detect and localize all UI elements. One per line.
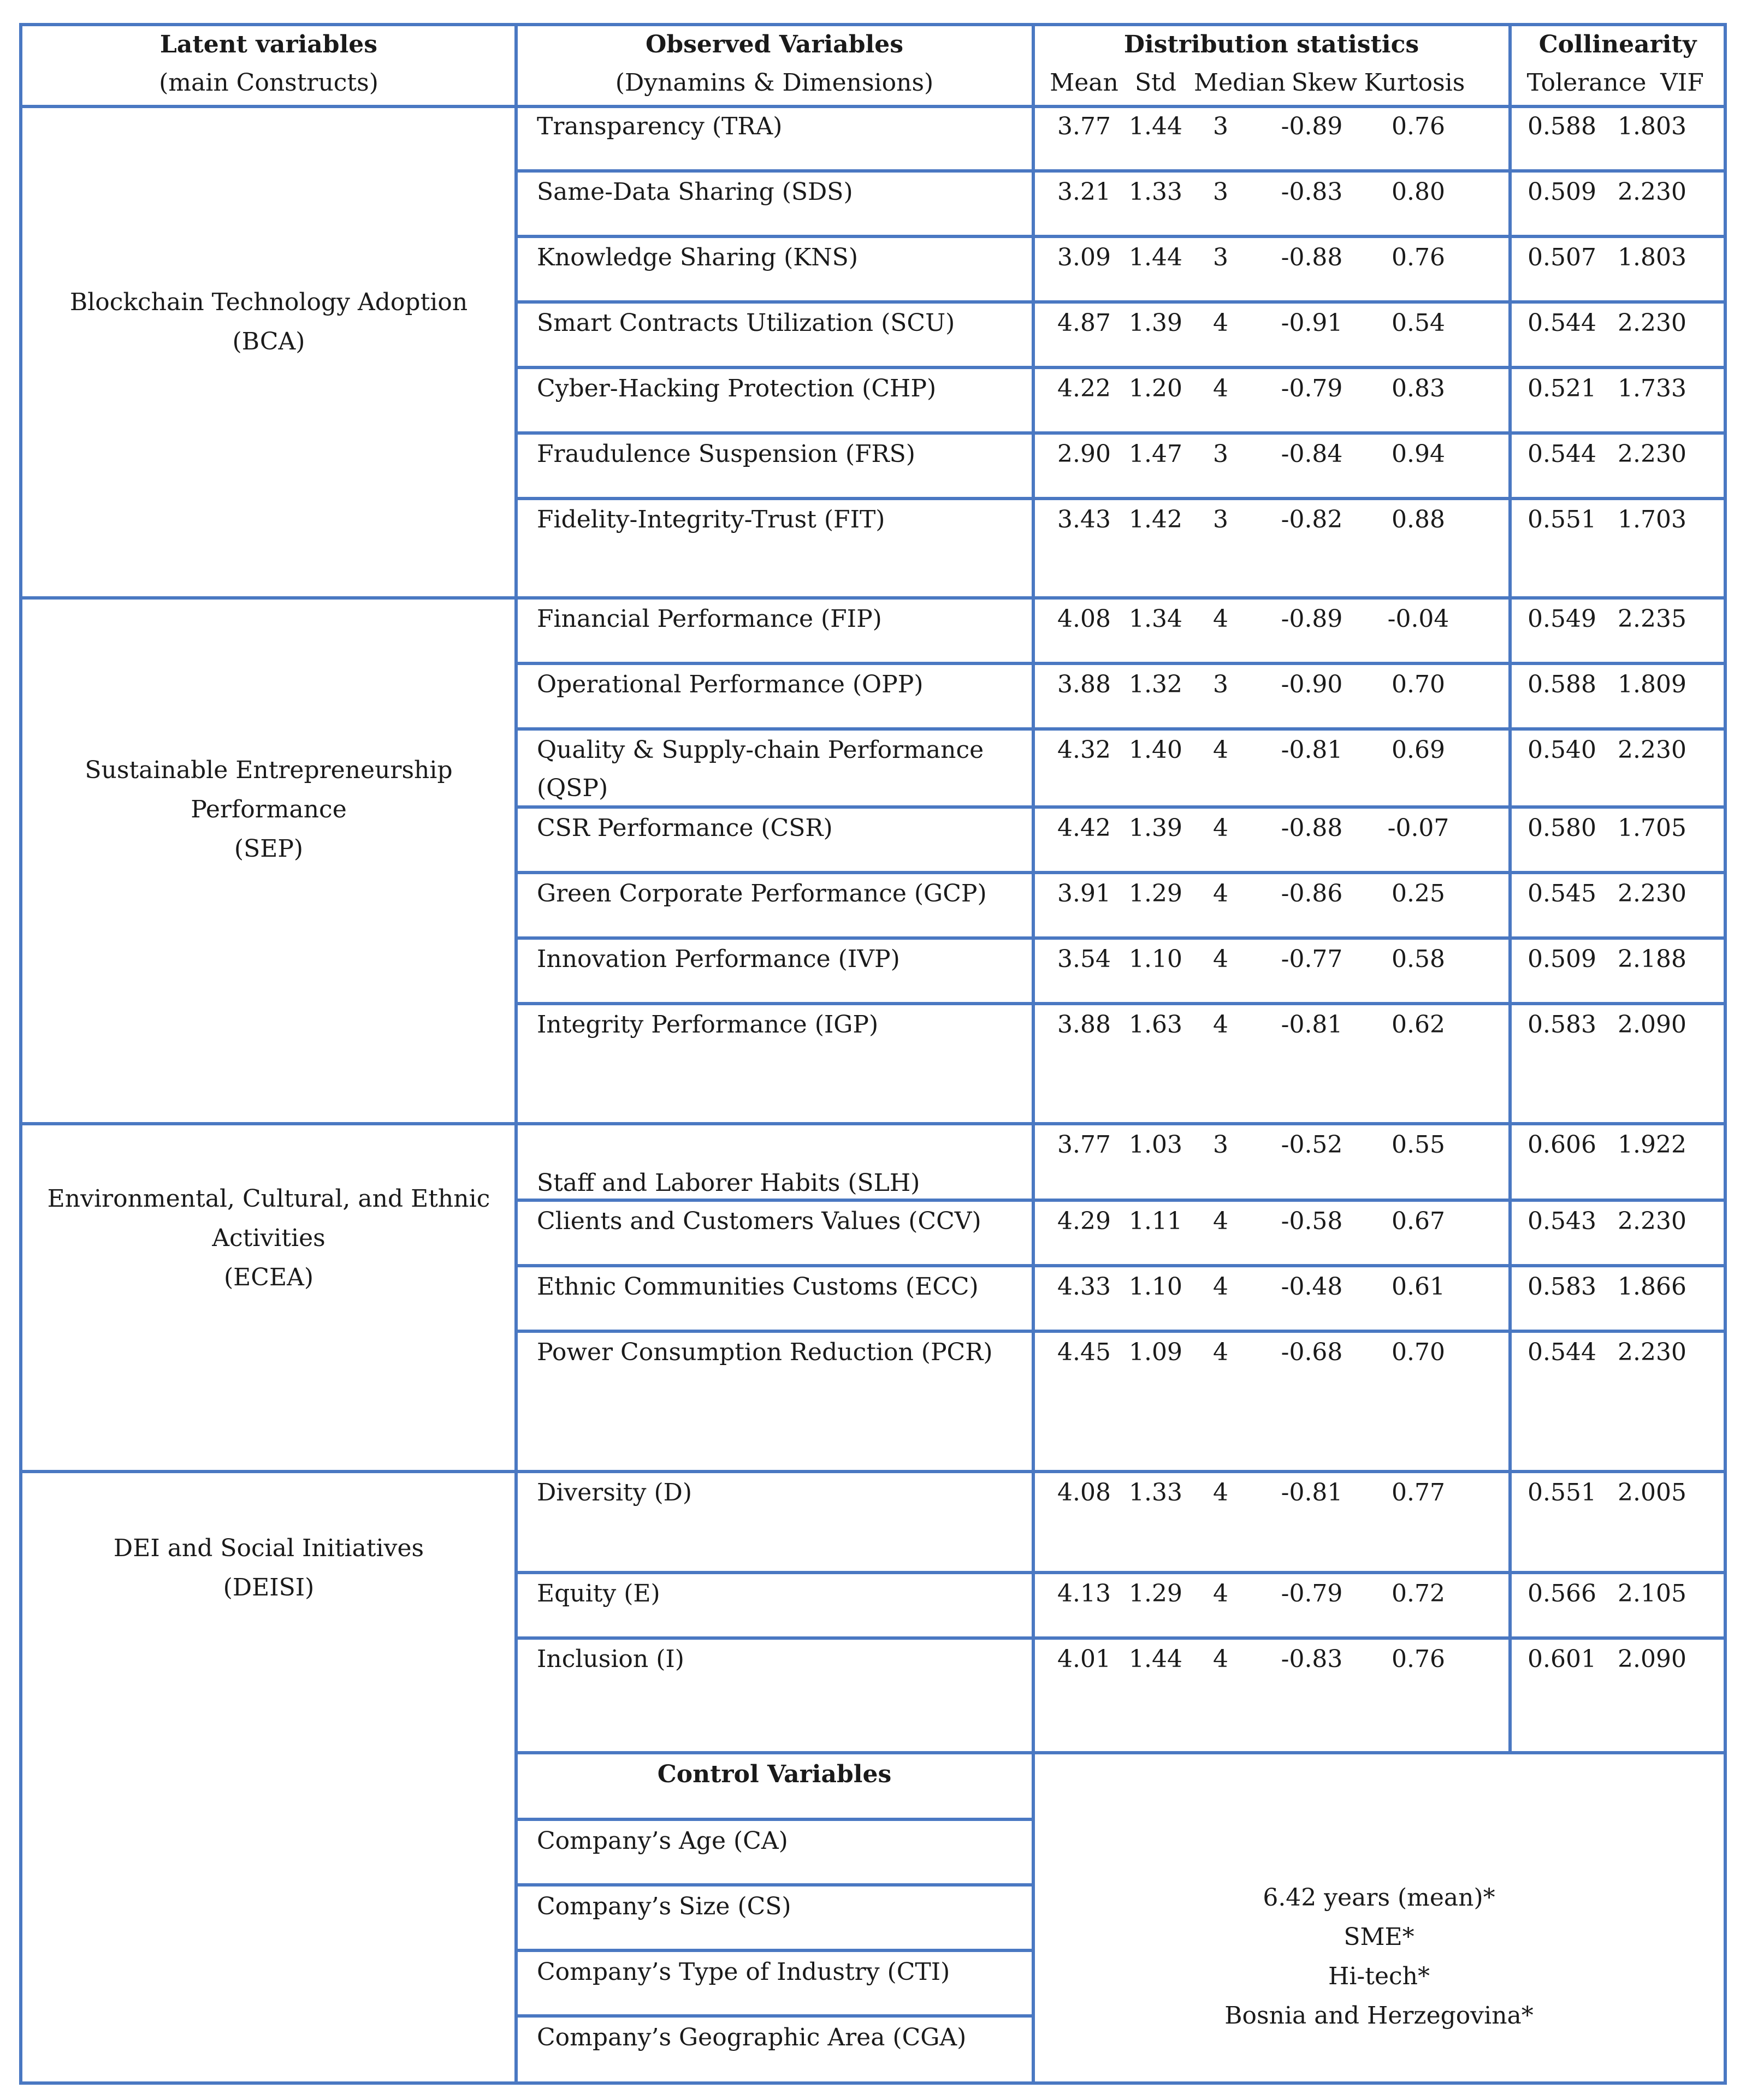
cell-median: 4 <box>1213 1479 1228 1506</box>
cell-tolerance: 0.606 <box>1528 1131 1596 1159</box>
cell-std: 1.40 <box>1129 736 1182 764</box>
cell-vif: 1.809 <box>1618 671 1686 698</box>
cell-skew: -0.89 <box>1281 605 1343 633</box>
cell-skew: -0.90 <box>1281 671 1343 698</box>
cell-kurtosis: -0.04 <box>1387 605 1449 633</box>
cell-median: 4 <box>1213 1011 1228 1039</box>
cell-kurtosis: 0.58 <box>1392 945 1445 973</box>
cell-tolerance: 0.601 <box>1528 1645 1596 1673</box>
observed-variable: Inclusion (I) <box>537 1645 684 1673</box>
cell-median: 4 <box>1213 736 1228 764</box>
cell-skew: -0.82 <box>1281 506 1343 533</box>
cell-tolerance: 0.551 <box>1528 506 1596 533</box>
observed-variable: Innovation Performance (IVP) <box>537 945 900 973</box>
cell-skew: -0.77 <box>1281 945 1343 973</box>
cell-tolerance: 0.509 <box>1528 178 1596 206</box>
cell-kurtosis: 0.69 <box>1392 736 1445 764</box>
observed-variable: Diversity (D) <box>537 1479 693 1506</box>
cell-median: 3 <box>1213 1131 1228 1159</box>
cell-tolerance: 0.549 <box>1528 605 1596 633</box>
observed-variable: Financial Performance (FIP) <box>537 605 882 633</box>
cell-mean: 2.90 <box>1057 440 1111 468</box>
cell-mean: 4.33 <box>1057 1273 1111 1301</box>
cell-median: 4 <box>1213 1645 1228 1673</box>
header-observed-subtitle: (Dynamins & Dimensions) <box>615 69 934 97</box>
cell-skew: -0.68 <box>1281 1338 1343 1366</box>
cell-vif: 1.705 <box>1618 814 1686 842</box>
latent-label-deisi: DEI and Social Initiatives (DEISI) <box>113 1534 424 1601</box>
cell-skew: -0.81 <box>1281 1011 1343 1039</box>
cell-skew: -0.86 <box>1281 880 1343 907</box>
cell-tolerance: 0.588 <box>1528 112 1596 140</box>
cell-std: 1.33 <box>1129 1479 1182 1506</box>
cell-kurtosis: 0.77 <box>1392 1479 1445 1506</box>
cell-tolerance: 0.580 <box>1528 814 1596 842</box>
cell-tolerance: 0.544 <box>1528 1338 1596 1366</box>
cell-vif: 2.090 <box>1618 1011 1686 1039</box>
cell-skew: -0.58 <box>1281 1207 1343 1235</box>
cell-mean: 4.13 <box>1057 1580 1111 1607</box>
cell-mean: 4.45 <box>1057 1338 1111 1366</box>
cell-std: 1.44 <box>1129 112 1182 140</box>
cell-median: 3 <box>1213 178 1228 206</box>
cell-std: 1.10 <box>1129 945 1182 973</box>
cell-skew: -0.84 <box>1281 440 1343 468</box>
cell-tolerance: 0.588 <box>1528 671 1596 698</box>
control-value-age: 6.42 years (mean)* <box>1263 1884 1495 1912</box>
observed-variable: Integrity Performance (IGP) <box>537 1011 879 1039</box>
cell-median: 3 <box>1213 244 1228 271</box>
cell-tolerance: 0.543 <box>1528 1207 1596 1235</box>
cell-tolerance: 0.551 <box>1528 1479 1596 1506</box>
cell-vif: 1.866 <box>1618 1273 1686 1301</box>
cell-kurtosis: 0.55 <box>1392 1131 1445 1159</box>
header-latent-subtitle: (main Constructs) <box>159 69 378 97</box>
observed-variable: Fraudulence Suspension (FRS) <box>537 440 915 468</box>
cell-skew: -0.88 <box>1281 244 1343 271</box>
cell-median: 4 <box>1213 309 1228 337</box>
cell-kurtosis: 0.67 <box>1392 1207 1445 1235</box>
observed-variable: Power Consumption Reduction (PCR) <box>537 1338 993 1366</box>
cell-skew: -0.83 <box>1281 1645 1343 1673</box>
cell-vif: 2.230 <box>1618 440 1686 468</box>
cell-skew: -0.81 <box>1281 736 1343 764</box>
cell-vif: 2.230 <box>1618 880 1686 907</box>
cell-kurtosis: 0.80 <box>1392 178 1445 206</box>
header-col-skew: Skew <box>1291 69 1358 97</box>
cell-skew: -0.88 <box>1281 814 1343 842</box>
header-collinearity-title: Collinearity <box>1538 31 1697 58</box>
cell-vif: 2.188 <box>1618 945 1686 973</box>
cell-tolerance: 0.583 <box>1528 1011 1596 1039</box>
cell-kurtosis: 0.76 <box>1392 112 1445 140</box>
cell-mean: 4.08 <box>1057 605 1111 633</box>
observed-variable: Smart Contracts Utilization (SCU) <box>537 309 955 337</box>
cell-vif: 1.803 <box>1618 244 1686 271</box>
control-values <box>1224 1878 1534 2036</box>
cell-kurtosis: 0.88 <box>1392 506 1445 533</box>
cell-mean: 3.54 <box>1057 945 1111 973</box>
cell-mean: 3.09 <box>1057 244 1111 271</box>
cell-mean: 4.87 <box>1057 309 1111 337</box>
cell-skew: -0.89 <box>1281 112 1343 140</box>
observed-variable-continued: (QSP) <box>537 774 608 802</box>
observed-variable: Quality & Supply-chain Performance <box>537 736 984 764</box>
cell-mean: 3.21 <box>1057 178 1111 206</box>
header-col-median: Median <box>1194 69 1286 97</box>
cell-tolerance: 0.540 <box>1528 736 1596 764</box>
cell-vif: 1.733 <box>1618 375 1686 402</box>
cell-tolerance: 0.509 <box>1528 945 1596 973</box>
observed-variable: Equity (E) <box>537 1580 660 1607</box>
cell-std: 1.09 <box>1129 1338 1182 1366</box>
observed-variable: Cyber-Hacking Protection (CHP) <box>537 375 937 402</box>
cell-vif: 2.090 <box>1618 1645 1686 1673</box>
cell-std: 1.44 <box>1129 244 1182 271</box>
cell-std: 1.29 <box>1129 1580 1182 1607</box>
cell-tolerance: 0.507 <box>1528 244 1596 271</box>
latent-label-sep: Sustainable Entrepreneurship Performance (SEP) <box>85 756 453 863</box>
observed-variable: Staff and Laborer Habits (SLH) <box>537 1169 920 1197</box>
observed-variable: Fidelity-Integrity-Trust (FIT) <box>537 506 885 533</box>
header-observed-title: Observed Variables <box>646 31 903 58</box>
cell-std: 1.39 <box>1129 309 1182 337</box>
cell-skew: -0.81 <box>1281 1479 1343 1506</box>
cell-median: 4 <box>1213 1207 1228 1235</box>
cell-kurtosis: 0.70 <box>1392 671 1445 698</box>
cell-mean: 3.88 <box>1057 1011 1111 1039</box>
cell-skew: -0.52 <box>1281 1131 1343 1159</box>
cell-vif: 2.230 <box>1618 309 1686 337</box>
control-value-area: Bosnia and Herzegovina* <box>1224 2002 1534 2030</box>
control-item-size: Company’s Size (CS) <box>537 1893 791 1920</box>
observed-variable: Knowledge Sharing (KNS) <box>537 244 858 271</box>
cell-median: 4 <box>1213 375 1228 402</box>
cell-kurtosis: 0.62 <box>1392 1011 1445 1039</box>
cell-skew: -0.91 <box>1281 309 1343 337</box>
cell-kurtosis: 0.76 <box>1392 1645 1445 1673</box>
cell-vif: 2.230 <box>1618 178 1686 206</box>
cell-median: 3 <box>1213 671 1228 698</box>
cell-std: 1.20 <box>1129 375 1182 402</box>
cell-kurtosis: 0.61 <box>1392 1273 1445 1301</box>
cell-skew: -0.83 <box>1281 178 1343 206</box>
header-col-vif: VIF <box>1660 69 1704 97</box>
cell-tolerance: 0.544 <box>1528 440 1596 468</box>
cell-vif: 2.105 <box>1618 1580 1686 1607</box>
cell-median: 4 <box>1213 1338 1228 1366</box>
header-distribution-title: Distribution statistics <box>1123 31 1419 58</box>
control-value-industry: Hi-tech* <box>1328 1962 1430 1990</box>
header-col-kurtosis: Kurtosis <box>1364 69 1465 97</box>
cell-std: 1.34 <box>1129 605 1182 633</box>
cell-vif: 1.703 <box>1618 506 1686 533</box>
cell-skew: -0.48 <box>1281 1273 1343 1301</box>
cell-std: 1.47 <box>1129 440 1182 468</box>
cell-mean: 3.88 <box>1057 671 1111 698</box>
observed-variable: Transparency (TRA) <box>537 112 783 140</box>
cell-kurtosis: 0.76 <box>1392 244 1445 271</box>
cell-std: 1.29 <box>1129 880 1182 907</box>
cell-kurtosis: 0.25 <box>1392 880 1445 907</box>
cell-mean: 3.43 <box>1057 506 1111 533</box>
cell-std: 1.63 <box>1129 1011 1182 1039</box>
cell-skew: -0.79 <box>1281 375 1343 402</box>
cell-median: 4 <box>1213 880 1228 907</box>
control-value-size: SME* <box>1343 1923 1414 1951</box>
cell-mean: 3.91 <box>1057 880 1111 907</box>
cell-vif: 2.230 <box>1618 1207 1686 1235</box>
latent-label-bca: Blockchain Technology Adoption (BCA) <box>69 288 468 355</box>
cell-std: 1.39 <box>1129 814 1182 842</box>
cell-mean: 4.08 <box>1057 1479 1111 1506</box>
cell-kurtosis: 0.72 <box>1392 1580 1445 1607</box>
control-item-age: Company’s Age (CA) <box>537 1827 788 1855</box>
cell-std: 1.03 <box>1129 1131 1182 1159</box>
latent-label-ecea: Environmental, Cultural, and Ethnic Activities (ECEA) <box>47 1185 490 1291</box>
cell-mean: 4.01 <box>1057 1645 1111 1673</box>
cell-std: 1.33 <box>1129 178 1182 206</box>
observed-variable: CSR Performance (CSR) <box>537 814 833 842</box>
control-item-industry: Company’s Type of Industry (CTI) <box>537 1958 950 1986</box>
cell-median: 4 <box>1213 1273 1228 1301</box>
header-latent-title: Latent variables <box>159 31 378 58</box>
cell-vif: 2.230 <box>1618 1338 1686 1366</box>
cell-median: 3 <box>1213 506 1228 533</box>
cell-tolerance: 0.583 <box>1528 1273 1596 1301</box>
header-col-tolerance: Tolerance <box>1526 69 1647 97</box>
observed-variable: Same-Data Sharing (SDS) <box>537 178 853 206</box>
cell-kurtosis: 0.94 <box>1392 440 1445 468</box>
cell-median: 3 <box>1213 112 1228 140</box>
cell-kurtosis: -0.07 <box>1387 814 1449 842</box>
cell-std: 1.10 <box>1129 1273 1182 1301</box>
cell-vif: 2.235 <box>1618 605 1686 633</box>
cell-vif: 1.922 <box>1618 1131 1686 1159</box>
observed-variable: Ethnic Communities Customs (ECC) <box>537 1273 979 1301</box>
control-item-geographic-area: Company’s Geographic Area (CGA) <box>537 2024 967 2051</box>
cell-tolerance: 0.544 <box>1528 309 1596 337</box>
cell-std: 1.44 <box>1129 1645 1182 1673</box>
cell-mean: 4.22 <box>1057 375 1111 402</box>
cell-tolerance: 0.521 <box>1528 375 1596 402</box>
observed-variable: Green Corporate Performance (GCP) <box>537 880 987 907</box>
cell-std: 1.42 <box>1129 506 1182 533</box>
cell-mean: 3.77 <box>1057 112 1111 140</box>
header-col-mean: Mean <box>1050 69 1118 97</box>
cell-mean: 3.77 <box>1057 1131 1111 1159</box>
control-variables-title: Control Variables <box>657 1760 892 1788</box>
cell-vif: 1.803 <box>1618 112 1686 140</box>
cell-std: 1.32 <box>1129 671 1182 698</box>
cell-mean: 4.42 <box>1057 814 1111 842</box>
observed-variable: Clients and Customers Values (CCV) <box>537 1207 981 1235</box>
cell-median: 4 <box>1213 945 1228 973</box>
cell-tolerance: 0.566 <box>1528 1580 1596 1607</box>
cell-vif: 2.005 <box>1618 1479 1686 1506</box>
cell-kurtosis: 0.83 <box>1392 375 1445 402</box>
cell-median: 3 <box>1213 440 1228 468</box>
cell-kurtosis: 0.54 <box>1392 309 1445 337</box>
cell-vif: 2.230 <box>1618 736 1686 764</box>
cell-median: 4 <box>1213 605 1228 633</box>
cell-median: 4 <box>1213 1580 1228 1607</box>
cell-mean: 4.29 <box>1057 1207 1111 1235</box>
cell-skew: -0.79 <box>1281 1580 1343 1607</box>
cell-median: 4 <box>1213 814 1228 842</box>
cell-tolerance: 0.545 <box>1528 880 1596 907</box>
header-col-std: Std <box>1135 69 1176 97</box>
cell-mean: 4.32 <box>1057 736 1111 764</box>
observed-variable: Operational Performance (OPP) <box>537 671 924 698</box>
cell-kurtosis: 0.70 <box>1392 1338 1445 1366</box>
cell-std: 1.11 <box>1129 1207 1182 1235</box>
